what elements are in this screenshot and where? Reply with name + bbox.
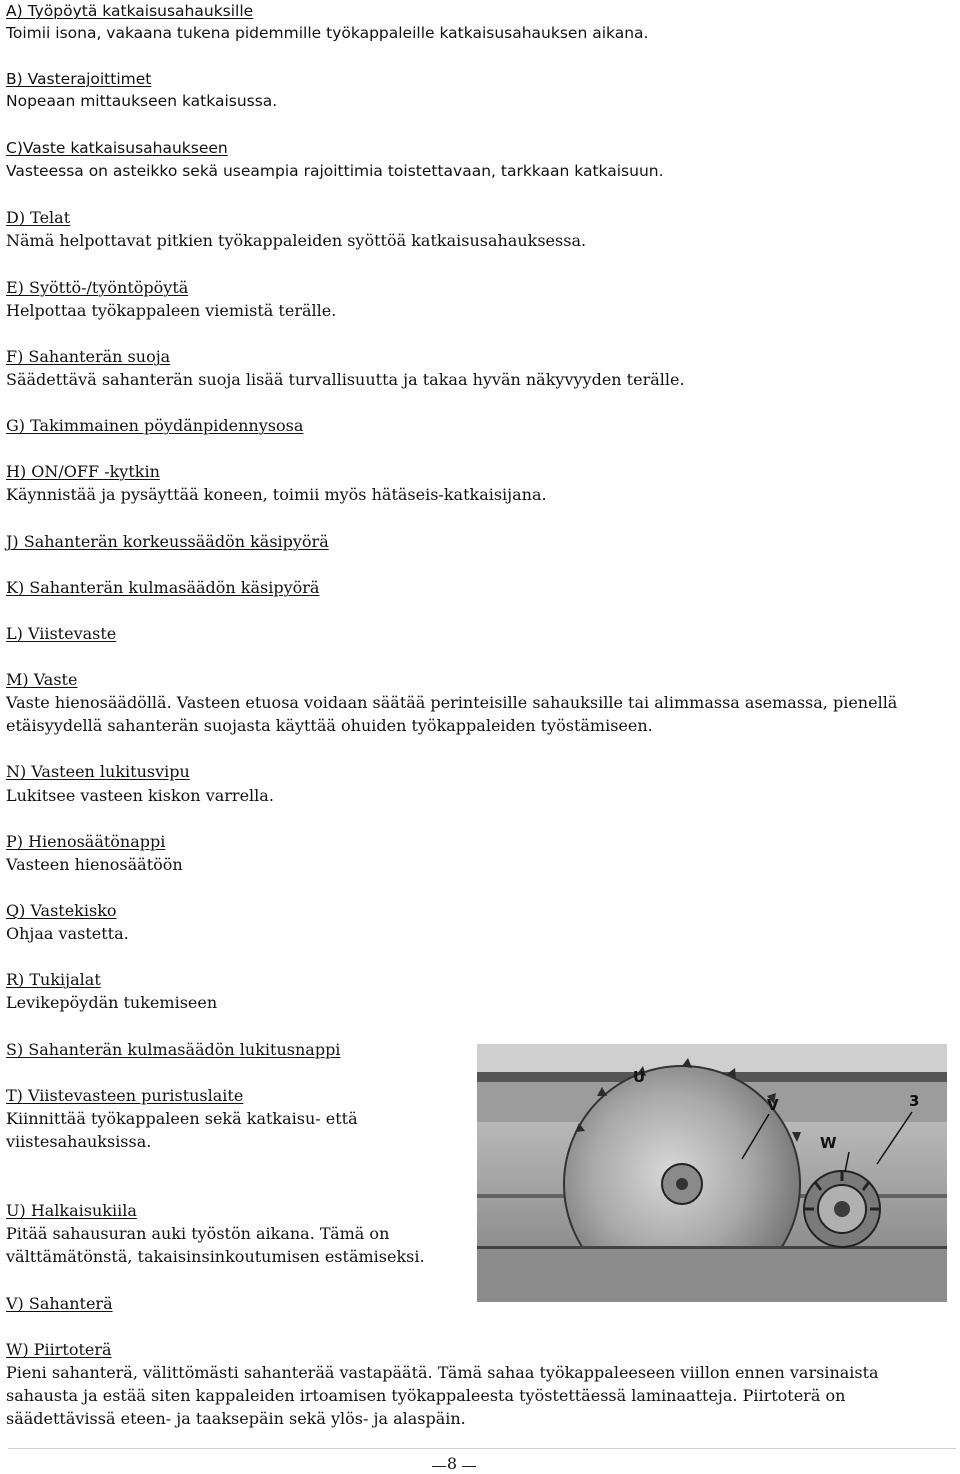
section-desc-c: Vasteessa on asteikko sekä useampia rajoittimia toistettavaan, tarkkaan katkaisuun. <box>6 162 664 180</box>
section-title-g: G) Takimmainen pöydänpidennysosa <box>6 416 304 435</box>
photo-label-v: V <box>767 1096 779 1114</box>
section-title-k: K) Sahanterän kulmasäädön käsipyörä <box>6 578 320 597</box>
section-desc-t-1: Kiinnittää työkappaleen sekä katkaisu- että <box>6 1109 358 1128</box>
photo-label-w: W <box>820 1134 837 1152</box>
section-title-e: E) Syöttö-/työntöpöytä <box>6 278 189 297</box>
section-title-h: H) ON/OFF -kytkin <box>6 462 160 481</box>
section-desc-d: Nämä helpottavat pitkien työkappaleiden syöttöä katkaisusahauksessa. <box>6 231 587 250</box>
section-title-p: P) Hienosäätönappi <box>6 832 166 851</box>
section-desc-n: Lukitsee vasteen kiskon varrella. <box>6 786 274 805</box>
section-title-m: M) Vaste <box>6 670 78 689</box>
section-desc-m-1: Vaste hienosäädöllä. Vasteen etuosa voidaan säätää perinteisille sahauksille tai alimmassa asemassa, pienellä <box>6 693 898 712</box>
section-title-r: R) Tukijalat <box>6 970 101 989</box>
section-title-v: V) Sahanterä <box>6 1294 113 1313</box>
section-title-j: J) Sahanterän korkeussäädön käsipyörä <box>6 532 329 551</box>
section-title-a: A) Työpöytä katkaisusahauksille <box>6 2 254 20</box>
section-title-q: Q) Vastekisko <box>6 901 117 920</box>
section-title-d: D) Telat <box>6 208 71 227</box>
section-desc-t-2: viistesahauksissa. <box>6 1132 152 1151</box>
section-desc-r: Levikepöydän tukemiseen <box>6 993 218 1012</box>
section-desc-w-1: Pieni sahanterä, välittömästi sahanterää vastapäätä. Tämä sahaa työkappaleeseen viillon ennen varsinaista <box>6 1363 879 1382</box>
section-title-n: N) Vasteen lukitusvipu <box>6 762 190 781</box>
section-title-u: U) Halkaisukiila <box>6 1201 137 1220</box>
footer-rule <box>8 1448 956 1449</box>
section-desc-u-2: välttämätönstä, takaisinsinkoutumisen estämiseksi. <box>6 1247 425 1266</box>
footer-dash-right <box>462 1466 476 1467</box>
section-desc-m-2: etäisyydellä sahanterän suojasta käyttää ohuiden työkappaleiden työstämiseen. <box>6 716 653 735</box>
photo-label-u: U <box>633 1068 646 1086</box>
section-desc-p: Vasteen hienosäätöön <box>6 855 183 874</box>
section-desc-f: Säädettävä sahanterän suoja lisää turvallisuutta ja takaa hyvän näkyvyyden terälle. <box>6 370 685 389</box>
section-title-t: T) Viistevasteen puristuslaite <box>6 1086 244 1105</box>
section-title-f: F) Sahanterän suoja <box>6 347 171 366</box>
photo-label-3: 3 <box>909 1092 920 1110</box>
section-title-l: L) Viistevaste <box>6 624 117 643</box>
section-desc-e: Helpottaa työkappaleen viemistä terälle. <box>6 301 337 320</box>
saw-blade-illustration <box>477 1044 947 1302</box>
section-desc-q: Ohjaa vastetta. <box>6 924 129 943</box>
section-desc-a: Toimii isona, vakaana tukena pidemmille työkappaleille katkaisusahauksen aikana. <box>6 24 649 42</box>
section-desc-w-2: sahausta ja estää siten kappaleiden irtoamisen työkappaleesta työstettäessä laminaatteja. Piirtoterä on <box>6 1386 846 1405</box>
section-title-b: B) Vasterajoittimet <box>6 70 152 88</box>
page-number: 8 <box>446 1454 458 1473</box>
section-desc-w-3: säädettävissä eteen- ja taaksepäin sekä ylös- ja alaspäin. <box>6 1409 466 1428</box>
section-title-c: C)Vaste katkaisusahaukseen <box>6 139 228 157</box>
section-title-s: S) Sahanterän kulmasäädön lukitusnappi <box>6 1040 341 1059</box>
saw-blade-photo <box>477 1044 947 1302</box>
section-title-w: W) Piirtoterä <box>6 1340 112 1359</box>
section-desc-u-1: Pitää sahausuran auki työstön aikana. Tämä on <box>6 1224 390 1243</box>
section-desc-h: Käynnistää ja pysäyttää koneen, toimii myös hätäseis-katkaisijana. <box>6 485 547 504</box>
section-desc-b: Nopeaan mittaukseen katkaisussa. <box>6 92 278 110</box>
